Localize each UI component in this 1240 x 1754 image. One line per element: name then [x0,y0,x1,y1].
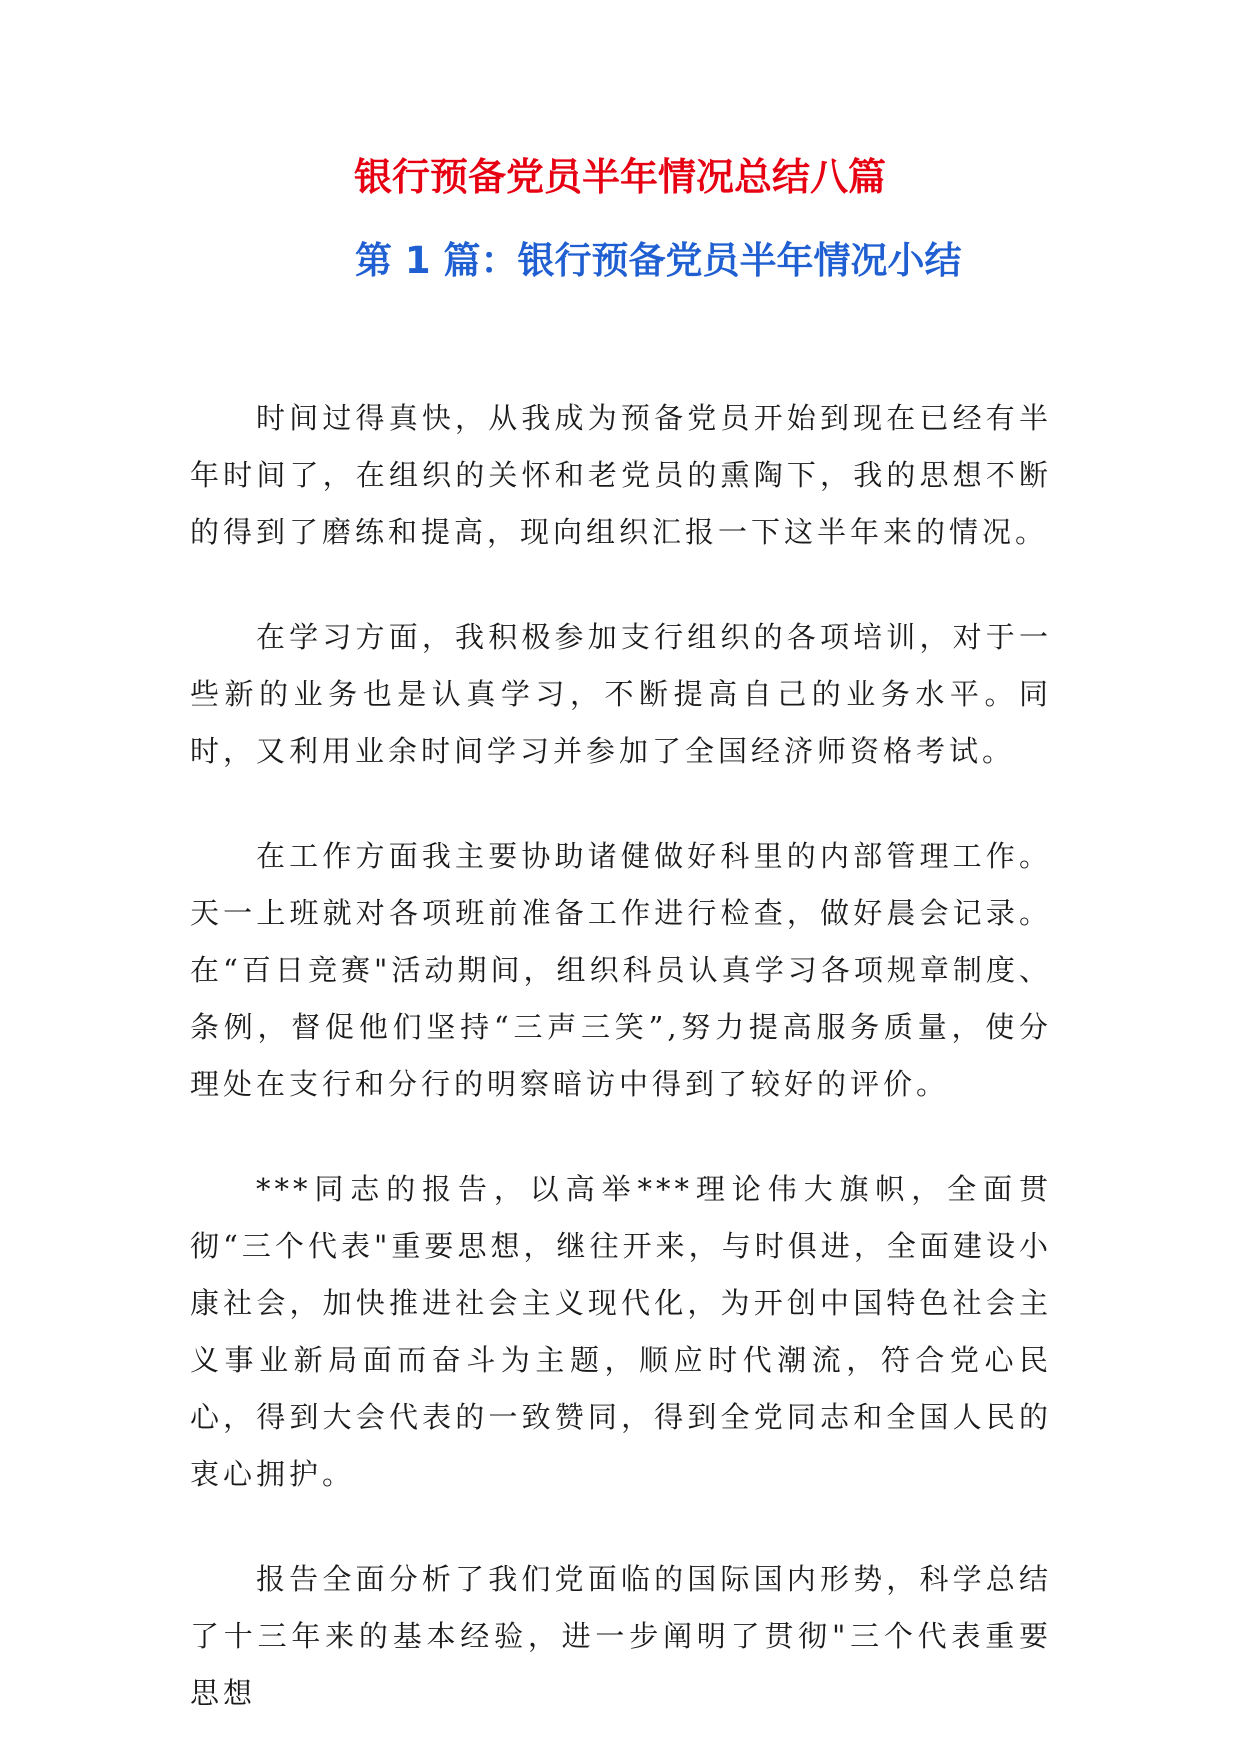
document-title: 银行预备党员半年情况总结八篇 [353,155,886,199]
section-title: 第 1 篇：银行预备党员半年情况小结 [355,239,962,282]
paragraph-4: ***同志的报告，以高举***理论伟大旗帜，全面贯彻“三个代表"重要思想，继往开来，与时俱进，全面建设小康社会，加快推进社会主义现代化，为开创中国特色社会主义事业新局面而奋斗为主题，顺应时代潮流，符合党心民心，得到大会代表的一致赞同，得到全党同志和全国人民的衷心拥护。 [190,1172,1052,1491]
paragraph-2: 在学习方面，我积极参加支行组织的各项培训，对于一些新的业务也是认真学习，不断提高自己的业务水平。同时，又利用业余时间学习并参加了全国经济师资格考试。 [190,620,1052,768]
paragraph-5: 报告全面分析了我们党面临的国际国内形势，科学总结了十三年来的基本经验，进一步阐明了贯彻"三个代表重要思想 [190,1562,1052,1710]
paragraph-1: 时间过得真快，从我成为预备党员开始到现在已经有半年时间了，在组织的关怀和老党员的熏陶下，我的思想不断的得到了磨练和提高，现向组织汇报一下这半年来的情况。 [190,401,1052,549]
document-body [190,390,1052,1722]
paragraph-3: 在工作方面我主要协助诸健做好科里的内部管理工作。天一上班就对各项班前准备工作进行检查，做好晨会记录。在“百日竞赛"活动期间，组织科员认真学习各项规章制度、条例，督促他们坚持“三声三笑”,努力提高服务质量，使分理处在支行和分行的明察暗访中得到了较好的评价。 [190,839,1052,1101]
